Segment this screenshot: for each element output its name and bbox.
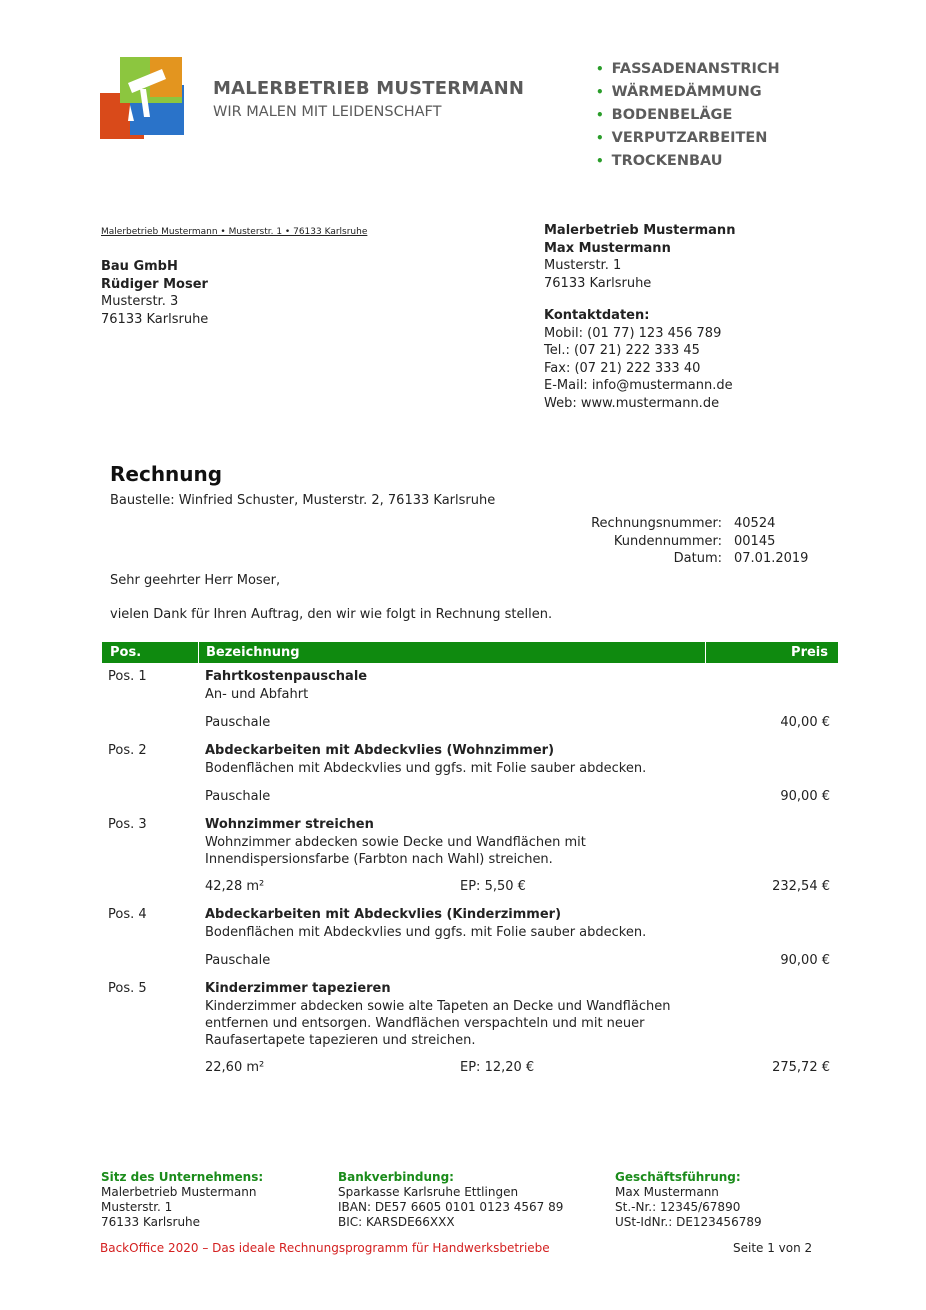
contact-heading: Kontaktdaten: (544, 308, 650, 323)
brand-slogan: WIR MALEN MIT LEIDENSCHAFT (213, 104, 442, 120)
company-logo (100, 55, 190, 145)
intro-text: vielen Dank für Ihren Auftrag, den wir wie folgt in Rechnung stellen. (110, 607, 553, 622)
bullet-icon: • (596, 85, 604, 99)
bullet-icon: • (596, 62, 604, 76)
recipient-person: Rüdiger Moser (101, 276, 208, 292)
bullet-icon: • (596, 108, 604, 122)
contact-email: E-Mail: info@mustermann.de (544, 378, 733, 393)
header-divider (705, 642, 706, 663)
header-divider (198, 642, 199, 663)
table-header (102, 642, 838, 663)
footer-line: Sparkasse Karlsruhe Ettlingen (338, 1185, 519, 1199)
footer-line: 76133 Karlsruhe (101, 1215, 201, 1229)
footer-line: USt-IdNr.: DE123456789 (615, 1215, 762, 1229)
promo-text: BackOffice 2020 – Das ideale Rechnungsprogramm für Handwerksbetriebe (100, 1241, 550, 1255)
item-ep: EP: 5,50 € (460, 879, 526, 894)
greeting: Sehr geehrter Herr Moser, (110, 573, 281, 588)
item-name: Kinderzimmer tapezieren (205, 981, 391, 996)
contact-web: Web: www.mustermann.de (544, 395, 720, 411)
recipient-city: 76133 Karlsruhe (101, 311, 209, 327)
invoice-title: Rechnung (110, 462, 223, 486)
col-price: Preis (791, 645, 828, 660)
company-owner: Max Mustermann (544, 240, 671, 256)
footer-mgmt-heading: Geschäftsführung: (615, 1170, 741, 1184)
item-unit: Pauschale (205, 789, 271, 804)
item-name: Fahrtkostenpauschale (205, 669, 368, 684)
contact-block (544, 307, 733, 412)
col-name: Bezeichnung (206, 645, 300, 660)
invoice-date: 07.01.2019 (734, 551, 809, 566)
date-label: Datum: (673, 551, 722, 566)
brand-name: MALERBETRIEB MUSTERMANN (213, 78, 525, 99)
service-item: • TROCKENBAU (596, 153, 723, 169)
item-price: 90,00 € (780, 789, 830, 804)
footer-seat (101, 1170, 263, 1230)
service-item: • BODENBELÄGE (596, 107, 733, 123)
company-street: Musterstr. 1 (544, 258, 622, 273)
item-name: Wohnzimmer streichen (205, 817, 374, 832)
construction-site: Baustelle: Winfried Schuster, Musterstr. 2, 76133 Karlsruhe (110, 493, 496, 508)
item-desc: An- und Abfahrt (205, 687, 309, 702)
item-unit: Pauschale (205, 953, 271, 968)
item-name: Abdeckarbeiten mit Abdeckvlies (Wohnzimmer) (205, 743, 555, 758)
item-desc: Wohnzimmer abdecken sowie Decke und Wandflächen mit Innendispersionsfarbe (Farbton nach Wahl) streichen. (205, 835, 586, 867)
customer-number: 00145 (734, 533, 776, 549)
item-ep: EP: 12,20 € (460, 1060, 535, 1075)
item-pos: Pos. 3 (108, 817, 147, 832)
item-pos: Pos. 2 (108, 743, 147, 758)
recipient-company: Bau GmbH (101, 259, 178, 274)
sender-line: Malerbetrieb Mustermann • Musterstr. 1 • 76133 Karlsruhe (101, 227, 368, 237)
service-item: • FASSADENANSTRICH (596, 61, 780, 77)
invoice-number: 40524 (734, 516, 776, 531)
company-address (544, 222, 735, 292)
footer-management (615, 1170, 762, 1230)
item-pos: Pos. 1 (108, 669, 147, 684)
company-name: Malerbetrieb Mustermann (544, 223, 736, 238)
recipient-address (101, 258, 208, 328)
item-pos: Pos. 5 (108, 981, 147, 996)
contact-fax: Fax: (07 21) 222 333 40 (544, 360, 701, 376)
page-number: Seite 1 von 2 (733, 1241, 813, 1255)
item-price: 232,54 € (772, 879, 830, 894)
contact-mobile: Mobil: (01 77) 123 456 789 (544, 325, 722, 341)
item-desc: Bodenflächen mit Abdeckvlies und ggfs. mit Folie sauber abdecken. (205, 925, 647, 940)
item-price: 275,72 € (772, 1060, 830, 1075)
invoice-meta (520, 515, 808, 568)
footer-seat-heading: Sitz des Unternehmens: (101, 1170, 264, 1184)
bullet-icon: • (596, 154, 604, 168)
service-item: • WÄRMEDÄMMUNG (596, 84, 762, 100)
recipient-street: Musterstr. 3 (101, 294, 179, 309)
footer-line: Malerbetrieb Mustermann (101, 1185, 257, 1199)
company-city: 76133 Karlsruhe (544, 275, 652, 291)
invoice-number-label: Rechnungsnummer: (591, 516, 722, 531)
item-pos: Pos. 4 (108, 907, 147, 922)
footer-line: BIC: KARSDE66XXX (338, 1215, 455, 1229)
contact-phone: Tel.: (07 21) 222 333 45 (544, 343, 700, 358)
item-price: 40,00 € (780, 715, 830, 730)
bullet-icon: • (596, 131, 604, 145)
customer-number-label: Kundennummer: (613, 533, 722, 549)
item-price: 90,00 € (780, 953, 830, 968)
item-desc: Kinderzimmer abdecken sowie alte Tapeten an Decke und Wandflächen entfernen und entsorgen. Wandflächen verspachteln und mit neuer Raufasertapete tapezieren und streichen. (205, 999, 671, 1048)
services-list (596, 58, 780, 173)
item-unit: 42,28 m² (205, 879, 265, 894)
footer-line: St.-Nr.: 12345/67890 (615, 1200, 741, 1214)
footer-line: Max Mustermann (615, 1185, 719, 1199)
item-desc: Bodenflächen mit Abdeckvlies und ggfs. mit Folie sauber abdecken. (205, 761, 647, 776)
item-unit: Pauschale (205, 715, 271, 730)
item-name: Abdeckarbeiten mit Abdeckvlies (Kinderzimmer) (205, 907, 562, 922)
col-pos: Pos. (110, 645, 142, 660)
service-item: • VERPUTZARBEITEN (596, 130, 768, 146)
footer-line: Musterstr. 1 (101, 1200, 173, 1214)
item-unit: 22,60 m² (205, 1060, 265, 1075)
footer-line: IBAN: DE57 6605 0101 0123 4567 89 (338, 1200, 564, 1214)
footer-bank (338, 1170, 563, 1230)
footer-bank-heading: Bankverbindung: (338, 1170, 454, 1184)
